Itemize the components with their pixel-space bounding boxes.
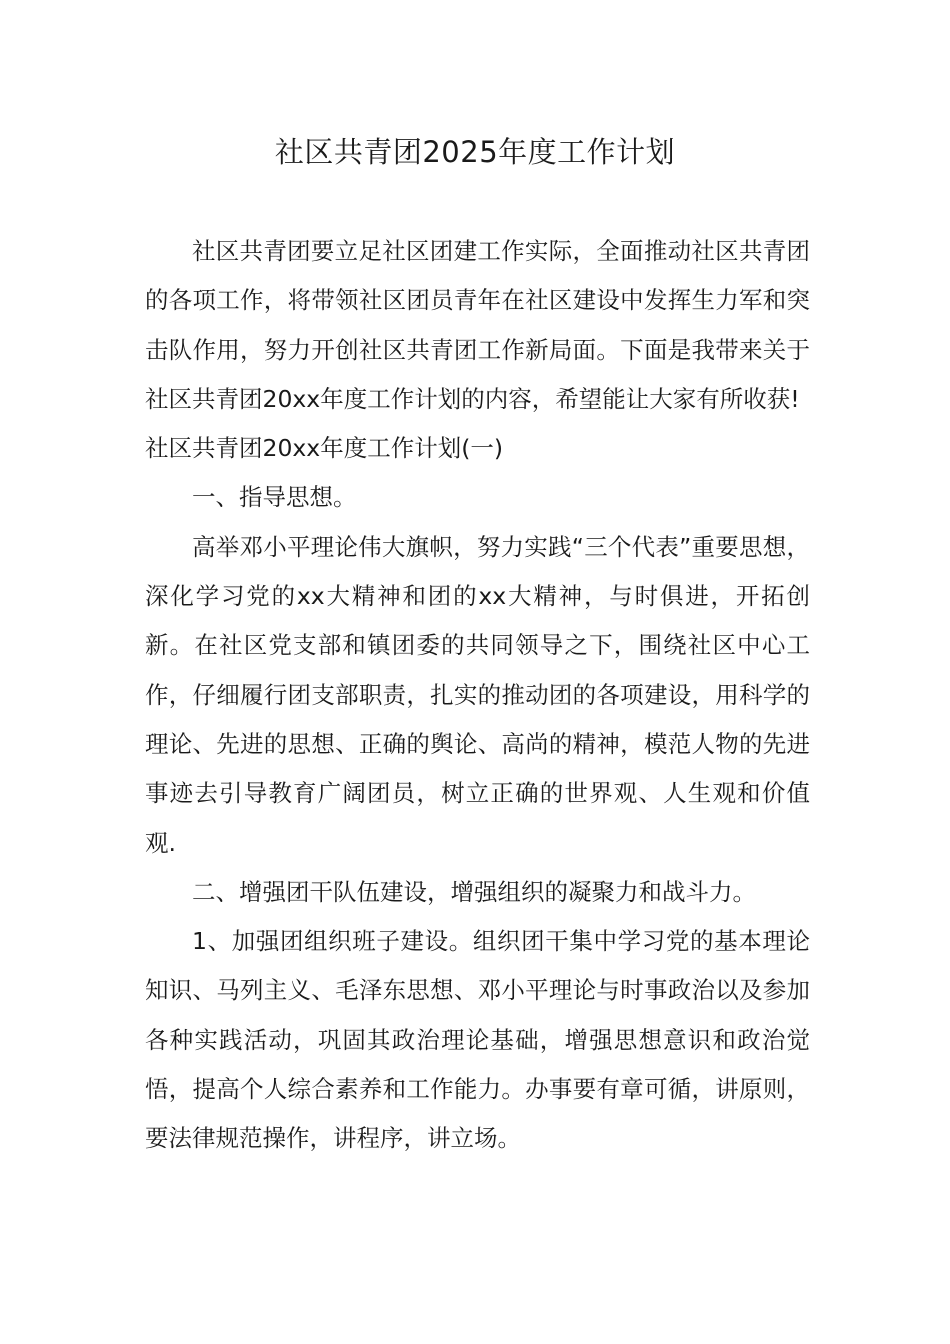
section-heading: 社区共青团20xx年度工作计划(一) [145, 434, 504, 463]
subheading-guiding-thought: 一、指导思想。 [192, 483, 357, 512]
team-building-paragraph: 1、加强团组织班子建设。组织团干集中学习党的基本理论知识、马列主义、毛泽东思想、邓小平理论与时事政治以及参加各种实践活动，巩固其政治理论基础，增强思想意识和政治觉悟，提高个人综合素养和工作能力。办事要有章可循，讲原则，要法律规范操作，讲程序，讲立场。 [145, 927, 810, 1153]
guiding-thought-paragraph: 高举邓小平理论伟大旗帜，努力实践“三个代表”重要思想，深化学习党的xx大精神和团的xx大精神，与时俱进，开拓创新。在社区党支部和镇团委的共同领导之下，围绕社区中心工作，仔细履行团支部职责，扎实的推动团的各项建设，用科学的理论、先进的思想、正确的舆论、高尚的精神，模范人物的先进事迹去引导教育广阔团员，树立正确的世界观、人生观和价值观. [145, 532, 810, 857]
intro-paragraph: 社区共青团要立足社区团建工作实际，全面推动社区共青团的各项工作，将带领社区团员青年在社区建设中发挥生力军和突击队作用，努力开创社区共青团工作新局面。下面是我带来关于社区共青团20xx年度工作计划的内容，希望能让大家有所收获! [145, 237, 810, 413]
subheading-team-building: 二、增强团干队伍建设，增强组织的凝聚力和战斗力。 [192, 877, 756, 906]
document-title: 社区共青团2025年度工作计划 [274, 135, 676, 169]
document-body [145, 227, 810, 1164]
